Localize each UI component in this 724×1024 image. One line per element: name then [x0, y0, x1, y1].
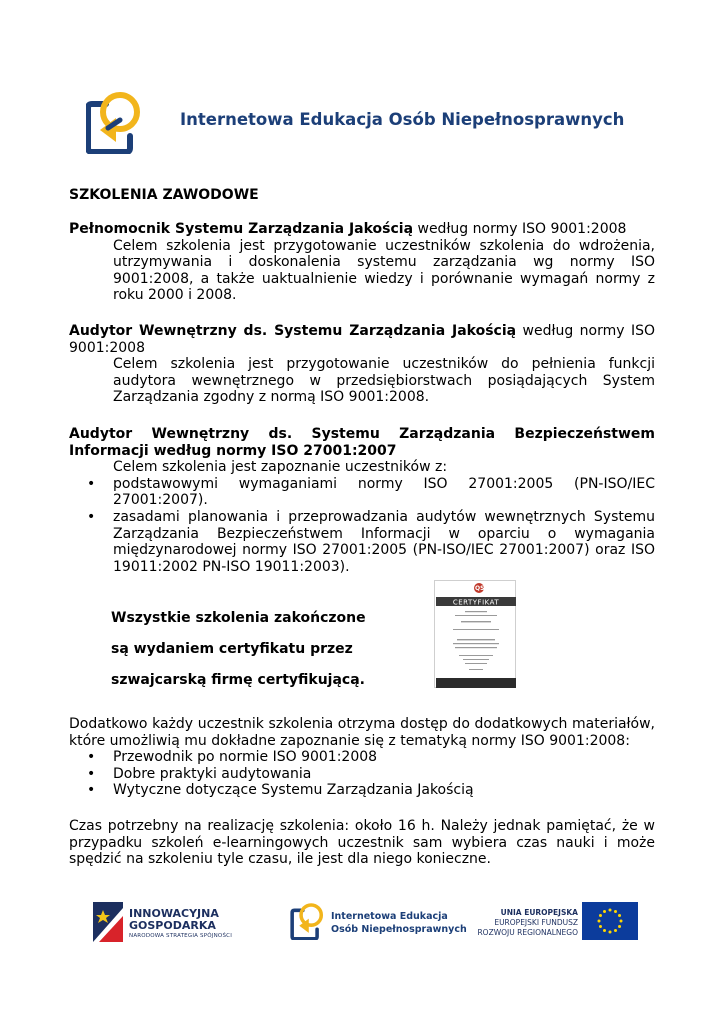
course-2-title-rest: według normy ISO 9001:2008: [69, 323, 655, 356]
page-header: [86, 90, 656, 160]
ieon-footer-line-2: Osób Niepełnosprawnych: [331, 924, 467, 935]
ieon-footer-line-1: Internetowa Edukacja: [331, 911, 448, 922]
header-title: Internetowa Edukacja Osób Niepełnosprawnych: [180, 110, 625, 129]
eu-star-icon: [609, 931, 612, 934]
certificate-image: [434, 580, 516, 688]
eu-star-icon: [609, 909, 612, 912]
ieon-footer-logo: [290, 902, 467, 944]
ieon-logo-icon: [86, 90, 140, 154]
course-1-description: Celem szkolenia jest przygotowanie uczestników szkolenia do wdrożenia, utrzymywania i doskonalenia systemu zarządzania wg normy ISO 9001:2008, a także uaktualnienie wiedzy i porównanie wymagań normy z roku 2000 i 2008.: [113, 237, 655, 304]
time-paragraph: Czas potrzebny na realizację szkolenia: około 16 h. Należy jednak pamiętać, że w przypadku szkoleń e-learningowych uczestnik sam wybiera czas nauki i może spędzić na szkoleniu tyle czasu, ile jest dla niego konieczne.: [69, 818, 655, 868]
svg-text:QS: QS: [475, 585, 485, 592]
eu-star-icon: [618, 925, 621, 928]
course-2-title: [69, 323, 655, 356]
certificate-note: [111, 610, 366, 703]
additional-bullets: [69, 749, 655, 799]
list-item: • Dobre praktyki audytowania: [69, 766, 655, 783]
eu-star-icon: [599, 925, 602, 928]
course-3: [69, 426, 655, 575]
course-2-description: Celem szkolenia jest przygotowanie uczestników do pełnienia funkcji audytora wewnętrznego w przedsiębiorstwach posiądających System Zarządzania zgodny z normą ISO 9001:2008.: [113, 356, 655, 406]
list-item: • zasadami planowania i przeprowadzania audytów wewnętrznych Systemu Zarządzania Bezpieczeństwem Informacji w oparciu o wymagania międzynarodowej normy ISO 27001:2005 (PN-ISO/IEC 27001:2007) oraz ISO 19011:2002 PN-ISO 19011:2003).: [69, 509, 655, 575]
eu-line-1: UNIA EUROPEJSKA: [500, 908, 578, 917]
certificate-document-icon: [435, 581, 517, 689]
eu-logo: [477, 900, 640, 946]
eu-star-icon: [614, 910, 617, 913]
list-item: • Wytyczne dotyczące Systemu Zarządzania Jakością: [69, 782, 655, 799]
ig-line-1: INNOWACYJNA: [129, 907, 219, 920]
additional-materials: [69, 716, 655, 799]
eu-line-3: ROZWOJU REGIONALNEGO: [477, 928, 578, 937]
eu-star-icon: [603, 910, 606, 913]
list-item: • Przewodnik po normie ISO 9001:2008: [69, 749, 655, 766]
eu-star-icon: [618, 914, 621, 917]
certificate-line: Wszystkie szkolenia zakończone: [111, 610, 366, 626]
course-3-title: Audytor Wewnętrzny ds. Systemu Zarządzania Bezpieczeństwem Informacji według normy ISO 27001:2007: [69, 426, 655, 459]
course-1-title-rest: według normy ISO 9001:2008: [413, 221, 627, 237]
eu-line-2: EUROPEJSKI FUNDUSZ: [494, 918, 578, 927]
course-2-title-bold: Audytor Wewnętrzny ds. Systemu Zarządzania Jakością: [69, 323, 517, 339]
ieon-small-logo-icon: [290, 902, 324, 940]
certificate-line: szwajcarską firmę certyfikującą.: [111, 672, 365, 688]
eu-text: [477, 908, 578, 938]
ig-line-3: NARODOWA STRATEGIA SPÓJNOŚCI: [129, 933, 233, 939]
course-3-bullets: [69, 476, 655, 576]
eu-star-icon: [598, 920, 601, 923]
certificate-line: są wydaniem certyfikatu przez: [111, 641, 353, 657]
footer-logos: [0, 896, 724, 950]
course-1: [69, 221, 655, 304]
course-2: [69, 323, 655, 406]
eu-star-icon: [599, 914, 602, 917]
section-title: SZKOLENIA ZAWODOWE: [69, 187, 259, 203]
eu-star-icon: [614, 929, 617, 932]
course-1-title: [69, 221, 655, 238]
ig-line-2: GOSPODARKA: [129, 919, 216, 932]
eu-star-icon: [603, 929, 606, 932]
eu-flag-icon: [582, 902, 638, 940]
certificate-image-heading: CERTYFIKAT: [452, 598, 500, 607]
list-item: • podstawowymi wymaganiami normy ISO 27001:2005 (PN-ISO/IEC 27001:2007).: [69, 476, 655, 509]
innowacyjna-gospodarka-logo: [93, 898, 253, 946]
additional-paragraph: Dodatkowo każdy uczestnik szkolenia otrzyma dostęp do dodatkowych materiałów, które umożliwią mu dokładne zapoznanie się z tematyką normy ISO 9001:2008:: [69, 716, 655, 749]
course-1-title-bold: Pełnomocnik Systemu Zarządzania Jakością: [69, 221, 414, 237]
ig-flag-icon: [93, 902, 123, 942]
course-3-intro: Celem szkolenia jest zapoznanie uczestników z:: [113, 459, 448, 476]
eu-star-icon: [620, 920, 623, 923]
